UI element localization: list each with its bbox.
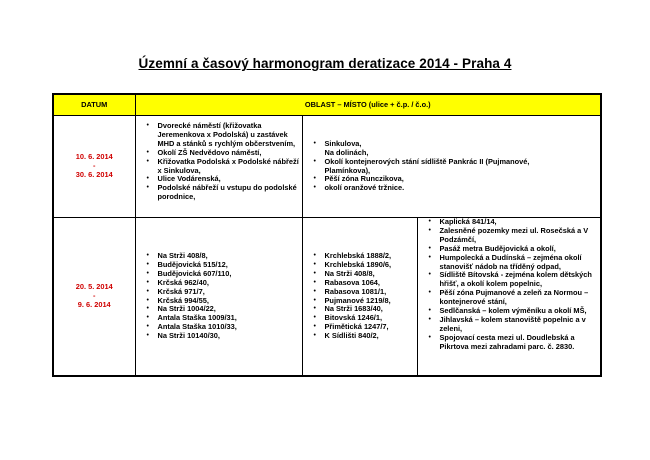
list-item: • Okolí kontejnerových stání sídliště Pankrác II (Pujmanové, Plamínkova), (325, 158, 561, 176)
list-item: • Dvorecké náměstí (křižovatka Jeremenkova x Podolská) u zastávek MHD a stánků s rychlým občerstvením, (158, 122, 302, 149)
date-end: 9. 6. 2014 (77, 299, 111, 309)
list-item: • K Sídlišti 840/2, (325, 332, 417, 341)
list-item: • Na Strži 1004/22, (158, 305, 302, 314)
locations-cell (302, 116, 601, 218)
header-row (53, 94, 601, 116)
list-item: • Na Strži 408/8, (158, 252, 302, 261)
list-item: • Rabasova 1064, (325, 279, 417, 288)
list-item: • Podolské nábřeží u vstupu do podolské porodnice, (158, 184, 302, 202)
list-item: • Humpolecká a Dudínská – zejména okolí stanovišť nádob na tříděný odpad, (440, 254, 601, 272)
list-item: • Na Strži 1683/40, (325, 305, 417, 314)
header-oblast: OBLAST – MÍSTO (ulice + č.p. / č.o.) (135, 94, 601, 116)
list-item: • Ulice Vodárenská, (158, 175, 302, 184)
list-item: • Krchlebská 1890/6, (325, 261, 417, 270)
location-list (136, 122, 302, 202)
list-item: • Jihlavská – kolem stanoviště popelnic a v zeleni, (440, 316, 601, 334)
list-item: • Sedlčanská – kolem výměníku a okolí MŠ, (440, 307, 601, 316)
list-item: • Krčská 971/7, (158, 288, 302, 297)
date-cell (53, 116, 135, 218)
location-list (136, 252, 302, 341)
list-item: • okolí oranžové tržnice. (325, 184, 561, 193)
list-item: • Krchlebská 1888/2, (325, 252, 417, 261)
list-item: • Na Strži 408/8, (325, 270, 417, 279)
list-item: • Sídliště Bítovská - zejména kolem dětských hřišť, a okolí kolem popelnic, (440, 271, 601, 289)
list-item: • Rabasova 1081/1, (325, 288, 417, 297)
location-list (303, 140, 561, 193)
schedule-table (52, 93, 602, 377)
list-item: • Pěší zóna Pujmanové a zeleň za Normou – kontejnerové stání, (440, 289, 601, 307)
list-item: • Pěší zóna Runczikova, (325, 175, 561, 184)
list-item: • Krčská 962/40, (158, 279, 302, 288)
location-list (418, 218, 601, 352)
date-cell (53, 218, 135, 377)
date-end: 30. 6. 2014 (75, 169, 113, 179)
list-item: • Krčská 994/55, (158, 297, 302, 306)
date-separator: - (93, 161, 96, 171)
list-item: • Kaplická 841/14, (440, 218, 601, 227)
date-start: 20. 5. 2014 (75, 282, 113, 292)
list-item: • Sinkulova, Na dolinách, (325, 140, 561, 158)
location-list (303, 252, 417, 341)
list-item: • Zalesněné pozemky mezi ul. Rosečská a V Podzámčí, (440, 227, 601, 245)
locations-cell (135, 116, 302, 218)
date-start: 10. 6. 2014 (75, 152, 113, 162)
list-item: • Antala Staška 1009/31, (158, 314, 302, 323)
locations-cell (417, 218, 601, 377)
locations-cell (302, 218, 417, 377)
table-row (53, 116, 601, 218)
table-row (53, 218, 601, 377)
list-item: • Křižovatka Podolská x Podolské nábřeží x Sinkulova, (158, 158, 302, 176)
list-item: • Antala Staška 1010/33, (158, 323, 302, 332)
list-item: • Budějovická 607/110, (158, 270, 302, 279)
list-item: • Spojovací cesta mezi ul. Doudlebská a Pikrtova mezi zahradami parc. č. 2830. (440, 334, 601, 352)
list-item: • Přimětická 1247/7, (325, 323, 417, 332)
list-item: • Pujmanové 1219/8, (325, 297, 417, 306)
header-datum: DATUM (53, 94, 135, 116)
document-title: Územní a časový harmonogram deratizace 2014 - Praha 4 (138, 56, 512, 71)
list-item: • Budějovická 515/12, (158, 261, 302, 270)
locations-cell (135, 218, 302, 377)
date-separator: - (93, 291, 96, 301)
list-item: • Pasáž metra Budějovická a okolí, (440, 245, 601, 254)
list-item: • Okolí ZŠ Nedvědovo náměstí, (158, 149, 302, 158)
list-item: • Bitovská 1246/1, (325, 314, 417, 323)
list-item: • Na Strži 10140/30, (158, 332, 302, 341)
